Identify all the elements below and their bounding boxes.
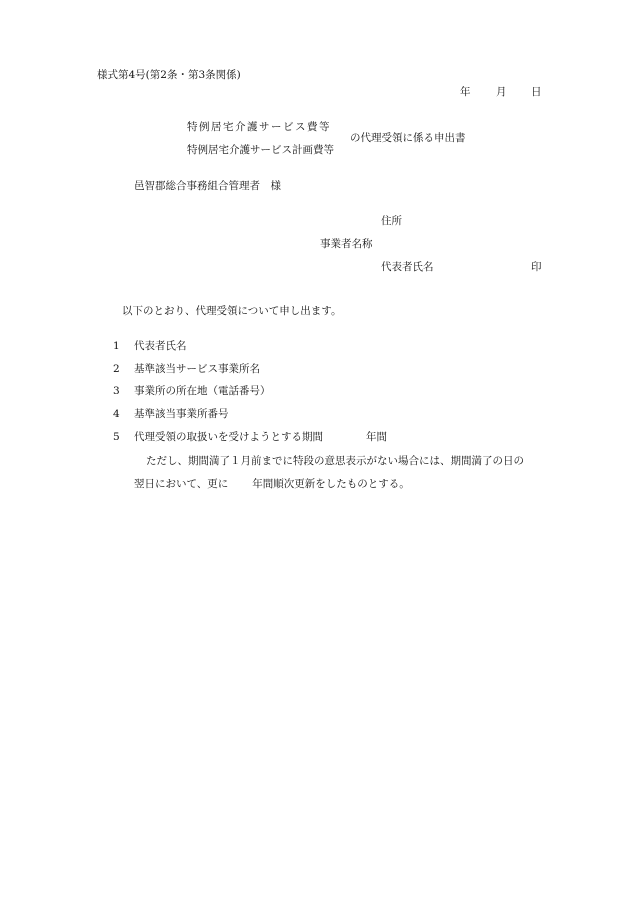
date-day-label: 日 <box>531 86 542 98</box>
note-line-1: ただし、期間満了１月前までに特段の意思表示がない場合には、期間満了の日の <box>146 455 524 467</box>
address-label: 住所 <box>381 215 402 227</box>
item-number: 1 <box>113 340 120 352</box>
title-line-1: 特例居宅介護サービス費等 <box>187 121 331 133</box>
form-number: 様式第4号(第2条・第3条関係) <box>97 69 241 81</box>
note-line-2-end: 年間順次更新をしたものとする。 <box>252 478 410 490</box>
title-suffix: の代理受領に係る申出書 <box>350 132 466 144</box>
date-month-label: 月 <box>496 86 507 98</box>
item-number: 5 <box>113 431 120 443</box>
item-label: 代表者氏名 <box>134 340 187 352</box>
seal-label: 印 <box>531 261 542 273</box>
recipient: 邑智郡総合事務組合管理者 様 <box>134 180 281 192</box>
item-number: 2 <box>113 363 120 375</box>
note-line-2 <box>134 479 410 490</box>
business-name-label: 事業者名称 <box>320 238 373 250</box>
period-unit: 年間 <box>366 431 387 443</box>
intro-text: 以下のとおり、代理受領について申し出ます。 <box>122 305 342 317</box>
date-year-label: 年 <box>460 86 471 98</box>
representative-label: 代表者氏名 <box>381 261 434 273</box>
item-label: 基準該当サービス事業所名 <box>134 363 260 375</box>
item-number: 4 <box>113 408 120 420</box>
item-number: 3 <box>113 385 120 397</box>
note-line-2-start: 翌日において、更に <box>134 478 229 490</box>
title-line-2: 特例居宅介護サービス計画費等 <box>187 144 334 156</box>
item-label: 代理受領の取扱いを受けようとする期間 <box>134 431 323 443</box>
item-label: 基準該当事業所番号 <box>134 408 229 420</box>
item-label: 事業所の所在地（電話番号） <box>134 385 271 397</box>
